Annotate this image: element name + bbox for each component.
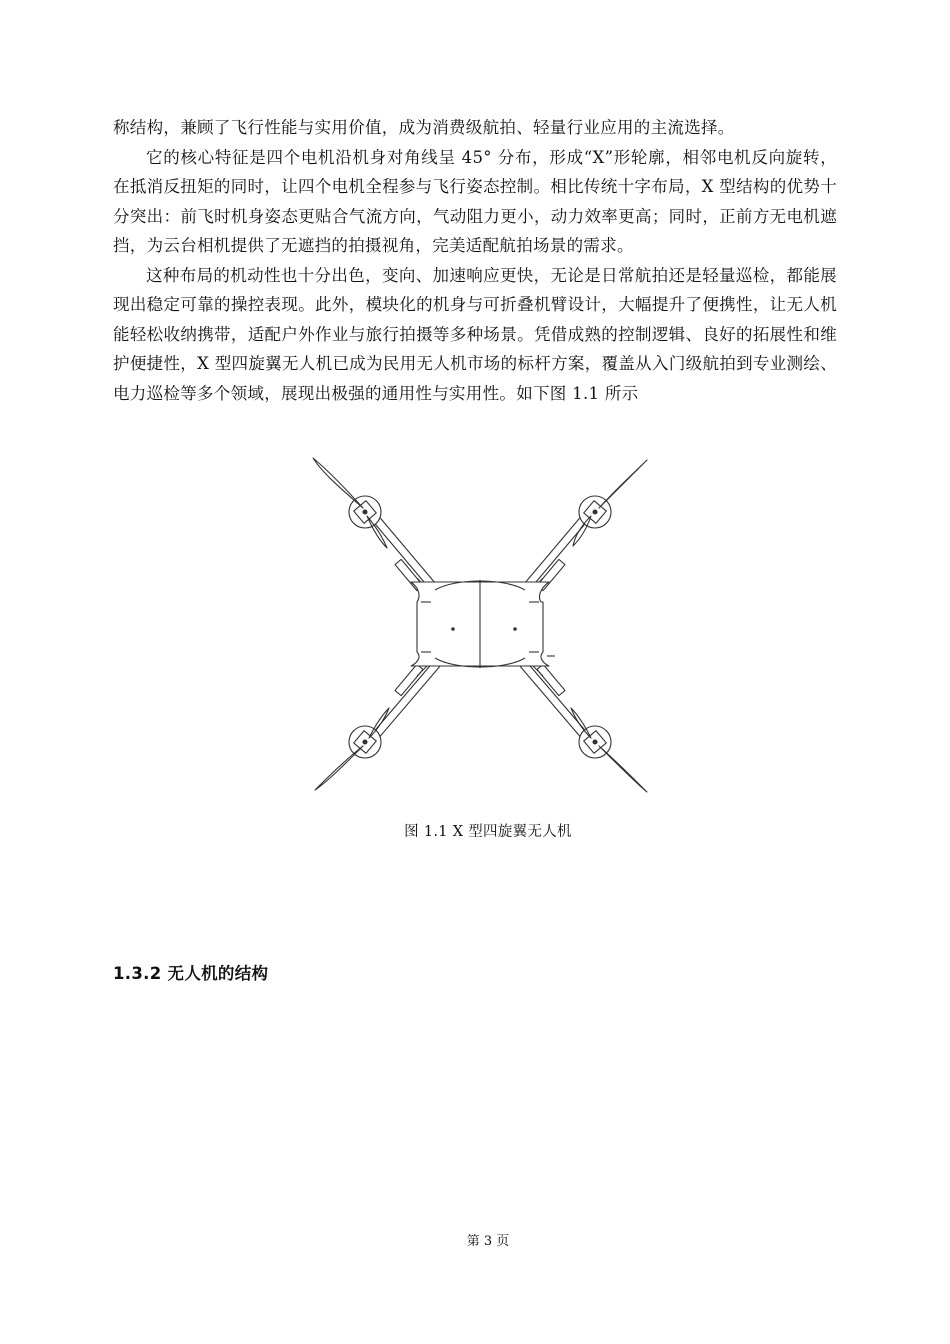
paragraph-x-layout-features: 它的核心特征是四个电机沿机身对角线呈 45° 分布，形成“X”形轮廓，相邻电机反向旋转，在抵消反扭矩的同时，让四个电机全程参与飞行姿态控制。相比传统十字布局，X 型结构的优势十分突出：前飞时机身姿态更贴合气流方向，气动阻力更小，动力效率更高；同时，正前方无电机遮挡，为云台相机提供了无遮挡的拍摄视角，完美适配航拍场景的需求。: [113, 147, 837, 255]
quadcopter-x-drawing-icon: [305, 450, 655, 800]
page-number: 第 3 页: [466, 1234, 510, 1249]
drone-body: [411, 580, 555, 668]
paragraph-continuation: 称结构，兼顾了飞行性能与实用价值，成为消费级航拍、轻量行业应用的主流选择。: [113, 118, 735, 137]
paragraph-mobility-applications: 这种布局的机动性也十分出色，变向、加速响应更快，无论是日常航拍还是轻量巡检，都能展现出稳定可靠的操控表现。此外，模块化的机身与可折叠机臂设计，大幅提升了便携性，让无人机能轻松收纳携带，适配户外作业与旅行拍摄等多种场景。凭借成熟的控制逻辑、良好的拓展性和维护便捷性，X 型四旋翼无人机已成为民用无人机市场的标杆方案，覆盖从入门级航拍到专业测绘、电力巡检等多个领域，展现出极强的通用性与实用性。如下图 1.1 所示: [113, 265, 837, 403]
figure-quadcopter: [305, 450, 655, 800]
section-heading: 1.3.2 无人机的结构: [113, 964, 269, 983]
body-text: [113, 113, 837, 408]
figure-caption: 图 1.1 X 型四旋翼无人机: [404, 824, 572, 840]
